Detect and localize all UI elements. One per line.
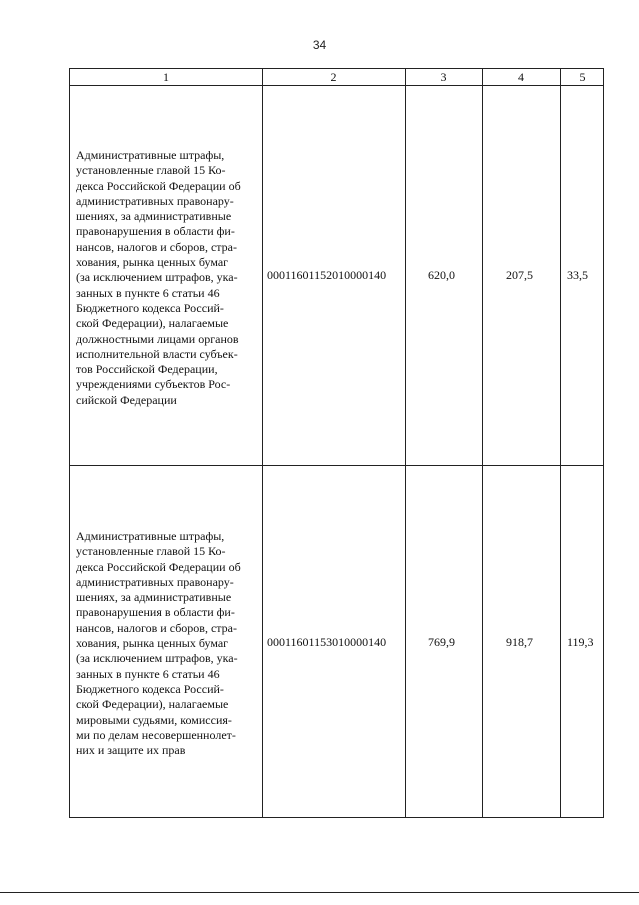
description-line: административных правонару- — [76, 193, 234, 208]
header-col-5: 5 — [579, 70, 586, 84]
description-line: хования, рынка ценных бумаг — [76, 255, 229, 270]
description-line: должностными лицами органов — [76, 331, 239, 346]
header-col-1: 1 — [163, 70, 169, 84]
description-line: (за исключением штрафов, ука- — [76, 651, 238, 666]
description-line: установленные главой 15 Ко- — [76, 163, 226, 178]
budget-table — [69, 68, 604, 818]
description-line: декса Российской Федерации об — [76, 178, 241, 193]
row-2-col4-value: 918,7 — [506, 635, 533, 649]
row-2-col5-value: 119,3 — [567, 635, 594, 649]
column-divider — [482, 69, 483, 817]
row-2-code: 00011601153010000140 — [267, 635, 387, 649]
description-line: Административные штрафы, — [76, 529, 225, 543]
row-1-col5-value: 33,5 — [567, 268, 588, 282]
description-line: установленные главой 15 Ко- — [76, 544, 226, 559]
description-line: учреждениями субъектов Рос- — [76, 377, 231, 392]
header-col-4: 4 — [518, 70, 524, 84]
description-line: административных правонару- — [76, 574, 234, 589]
page-bottom-rule — [0, 892, 639, 893]
row-2-description — [76, 529, 264, 758]
description-line: тов Российской Федерации, — [76, 362, 218, 377]
description-line: ской Федерации), налагаемые — [76, 316, 229, 331]
description-line: ской Федерации), налагаемые — [76, 697, 229, 712]
column-divider — [560, 69, 561, 817]
description-line: нансов, налогов и сборов, стра- — [76, 239, 237, 254]
table-header-row — [70, 69, 603, 86]
description-line: правонарушения в области фи- — [76, 224, 235, 239]
row-1-col4-value: 207,5 — [506, 268, 533, 282]
description-line: хования, рынка ценных бумаг — [76, 636, 229, 651]
description-line: Бюджетного кодекса Россий- — [76, 300, 224, 315]
column-divider — [405, 69, 406, 817]
description-line: исполнительной власти субъек- — [76, 346, 238, 361]
header-col-2: 2 — [330, 70, 337, 84]
description-line: ми по делам несовершеннолет- — [76, 727, 236, 742]
description-line: Административные штрафы, — [76, 148, 225, 162]
description-line: сийской Федерации — [76, 392, 177, 407]
description-line: нансов, налогов и сборов, стра- — [76, 620, 237, 635]
description-line: них и защите их прав — [76, 743, 186, 758]
row-1-col3-value: 620,0 — [428, 268, 455, 282]
row-1-code: 00011601152010000140 — [267, 268, 387, 282]
description-line: декса Российской Федерации об — [76, 559, 241, 574]
description-line: мировыми судьями, комиссия- — [76, 712, 232, 727]
description-line: занных в пункте 6 статьи 46 — [76, 285, 220, 300]
row-1-description — [76, 148, 264, 408]
page-number: 34 — [312, 38, 327, 52]
description-line: занных в пункте 6 статьи 46 — [76, 666, 220, 681]
description-line: Бюджетного кодекса Россий- — [76, 681, 224, 696]
description-line: шениях, за административные — [76, 209, 232, 224]
row-2-col3-value: 769,9 — [428, 635, 455, 649]
description-line: шениях, за административные — [76, 590, 232, 605]
row-divider — [70, 465, 603, 466]
description-line: (за исключением штрафов, ука- — [76, 270, 238, 285]
header-col-3: 3 — [440, 70, 447, 84]
description-line: правонарушения в области фи- — [76, 605, 235, 620]
